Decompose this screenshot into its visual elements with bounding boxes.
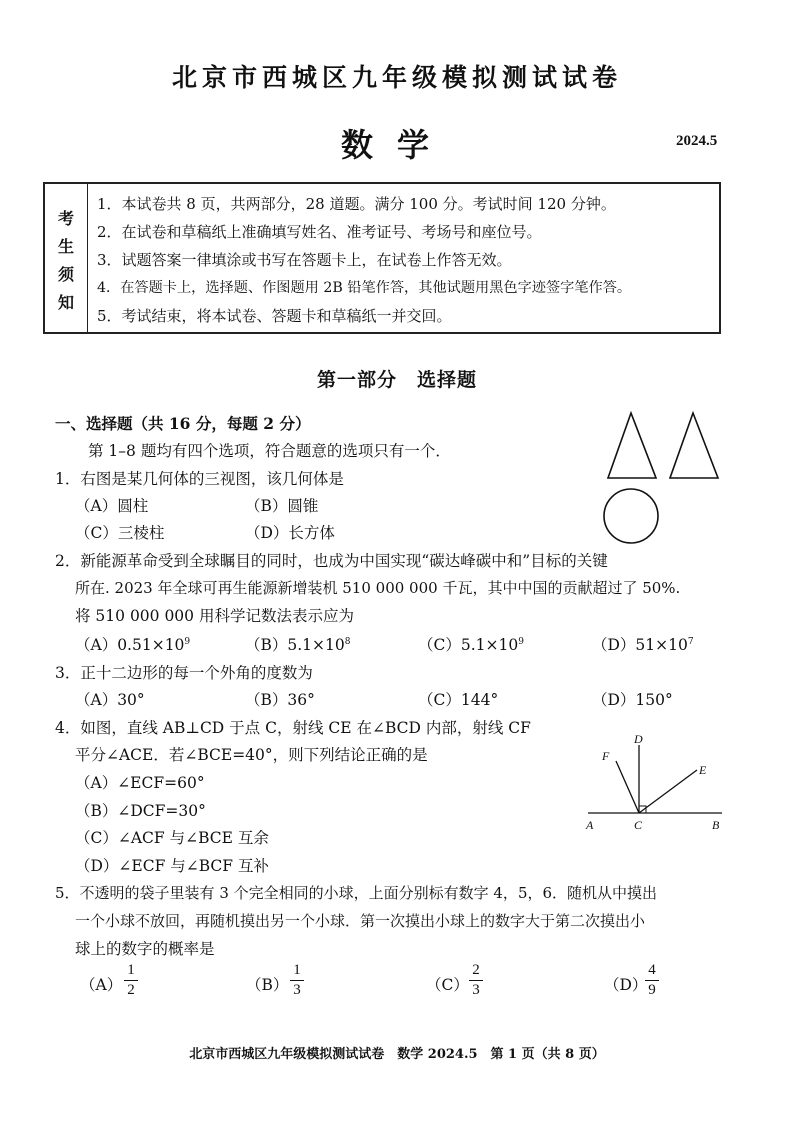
q2-line3: 将 510 000 000 用科学记数法表示应为 [75, 607, 354, 625]
label-c: C [634, 818, 643, 832]
notice-heading-char: 须 [57, 265, 74, 284]
front-view-triangle [608, 413, 656, 478]
notice-item: 5．考试结束，将本试卷、答题卡和草稿纸一并交回。 [97, 307, 452, 325]
q3-stem: 3．正十二边形的每一个外角的度数为 [55, 664, 313, 682]
q2-line2: 所在. 2023 年全球可再生能源新增装机 510 000 000 千瓦，其中中国的贡献超过了 50%. [75, 579, 681, 597]
side-view-triangle [670, 413, 718, 478]
q5-option-d-label: （D） [604, 976, 648, 994]
label-b: B [712, 818, 720, 832]
three-view-figure [596, 405, 736, 545]
notice-heading-char: 知 [57, 293, 74, 312]
exam-date: 2024.5 [676, 133, 718, 149]
subject-title: 数学 [340, 126, 453, 164]
q5-option-d-fraction: 4 9 [645, 962, 659, 999]
q4-option-b: （B）∠DCF=30° [75, 802, 206, 820]
notice-item: 4．在答题卡上，选择题、作图题用 2B 铅笔作答，其他试题用黑色字迹签字笔作答。 [97, 280, 632, 296]
label-e: E [699, 763, 707, 777]
q5-option-c-fraction: 2 3 [469, 962, 483, 999]
q1-option-d: （D）长方体 [245, 524, 335, 542]
q1-option-b: （B）圆锥 [245, 497, 319, 515]
page-footer: 北京市西城区九年级模拟测试试卷 数学 2024.5 第 1 页（共 8 页） [189, 1047, 605, 1062]
q4-option-c: （C）∠ACF 与∠BCE 互余 [75, 829, 269, 847]
ray-ce [639, 770, 697, 813]
q3-option-b: （B）36° [245, 691, 315, 709]
part-title: 第一部分 选择题 [316, 369, 477, 391]
notice-heading-char: 生 [57, 237, 74, 256]
section-intro: 第 1–8 题均有四个选项，符合题意的选项只有一个． [88, 442, 451, 460]
q4-option-a: （A）∠ECF=60° [75, 774, 205, 792]
q1-stem: 1．右图是某几何体的三视图，该几何体是 [55, 470, 344, 488]
angle-figure [582, 730, 732, 835]
section-heading: 一、选择题（共 16 分，每题 2 分） [55, 414, 311, 433]
q2-line1: 2．新能源革命受到全球瞩目的同时，也成为中国实现“碳达峰碳中和”目标的关键 [55, 552, 608, 570]
q4-line1: 4．如图，直线 AB⊥CD 于点 C，射线 CE 在∠BCD 内部，射线 CF [55, 719, 531, 737]
q3-option-a: （A）30° [75, 691, 145, 709]
q1-option-a: （A）圆柱 [75, 497, 149, 515]
notice-heading-char: 考 [57, 209, 74, 228]
q3-option-c: （C）144° [418, 691, 499, 709]
ray-cf [616, 761, 639, 813]
notice-item: 2．在试卷和草稿纸上准确填写姓名、准考证号、考场号和座位号。 [97, 223, 542, 241]
q1-option-c: （C）三棱柱 [75, 524, 165, 542]
notice-item: 3．试题答案一律填涂或书写在答题卡上，在试卷上作答无效。 [97, 251, 512, 269]
notice-item: 1．本试卷共 8 页，共两部分，28 道题。满分 100 分。考试时间 120 分钟。 [97, 195, 616, 213]
q5-line1: 5．不透明的袋子里装有 3 个完全相同的小球，上面分别标有数字 4，5，6．随机从中摸出 [55, 884, 658, 902]
q3-option-d: （D）150° [592, 691, 673, 709]
q5-option-c-label: （C） [426, 976, 469, 994]
q2-option-a: $(A)0.51\times 10^9$ [75, 636, 191, 654]
q4-option-d: （D）∠ECF 与∠BCF 互补 [75, 857, 269, 875]
label-a: A [586, 818, 594, 832]
q4-line2: 平分∠ACE．若∠BCE=40°，则下列结论正确的是 [75, 746, 428, 764]
q2-option-b: $(B)5.1\times 10^8$ [245, 636, 351, 654]
q2-option-d: $(D)51\times 10^7$ [592, 636, 694, 654]
q5-option-b-label: （B） [246, 976, 289, 994]
q5-option-b-fraction: 1 3 [290, 962, 304, 999]
label-d: D [634, 732, 643, 746]
top-view-circle [604, 489, 658, 543]
q5-line2: 一个小球不放回，再随机摸出另一个小球．第一次摸出小球上的数字大于第二次摸出小 [75, 912, 646, 930]
notice-heading [45, 184, 88, 332]
exam-title: 北京市西城区九年级模拟测试试卷 [171, 63, 622, 92]
label-f: F [602, 749, 610, 763]
q2-option-c: $(C)5.1\times 10^9$ [418, 636, 524, 654]
q5-option-a-fraction: 1 2 [124, 962, 138, 999]
q5-option-a-label: （A） [80, 976, 123, 994]
q5-line3: 球上的数字的概率是 [75, 940, 215, 958]
